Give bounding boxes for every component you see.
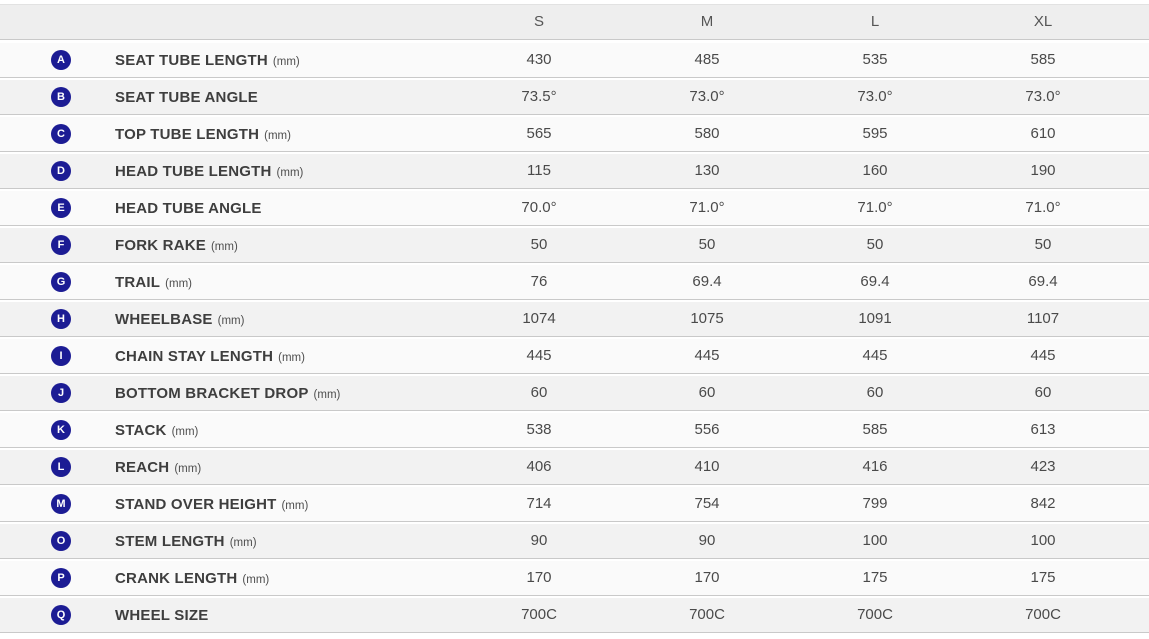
table-row	[0, 561, 1149, 596]
row-badge: L	[51, 457, 71, 477]
label-cell	[115, 533, 455, 550]
value-cell: 1075	[690, 310, 724, 327]
table-row	[0, 524, 1149, 559]
row-label: STACK	[115, 421, 167, 439]
value-cell: 538	[526, 421, 552, 438]
value-cell: 700C	[689, 606, 725, 623]
table-header-row	[0, 4, 1149, 40]
value-cell: 556	[694, 421, 720, 438]
value-cell: 799	[862, 495, 888, 512]
value-cell: 1074	[522, 310, 556, 327]
value-cell: 445	[526, 347, 552, 364]
row-unit: (mm)	[174, 462, 202, 475]
table-row	[0, 43, 1149, 78]
value-cell: 71.0°	[689, 199, 725, 216]
label-cell	[115, 422, 455, 439]
value-cell: 190	[1030, 162, 1056, 179]
row-label: HEAD TUBE LENGTH	[115, 162, 272, 180]
table-row	[0, 450, 1149, 485]
value-cell: 90	[530, 532, 548, 549]
row-label: BOTTOM BRACKET DROP	[115, 384, 309, 402]
table-row	[0, 191, 1149, 226]
row-label: STEM LENGTH	[115, 532, 225, 550]
value-cell: 700C	[857, 606, 893, 623]
value-cell: 445	[862, 347, 888, 364]
value-cell: 445	[1030, 347, 1056, 364]
table-row	[0, 154, 1149, 189]
value-cell: 175	[862, 569, 888, 586]
badge-cell	[0, 50, 115, 70]
badge-cell	[0, 309, 115, 329]
value-cell: 1091	[858, 310, 892, 327]
row-unit: (mm)	[276, 166, 304, 179]
table-row	[0, 598, 1149, 633]
badge-cell	[0, 494, 115, 514]
label-cell	[115, 348, 455, 365]
value-cell: 50	[866, 236, 884, 253]
table-row	[0, 80, 1149, 115]
row-badge: A	[51, 50, 71, 70]
label-cell	[115, 274, 455, 291]
value-cell: 71.0°	[1025, 199, 1061, 216]
row-badge: K	[51, 420, 71, 440]
row-badge: B	[51, 87, 71, 107]
row-badge: I	[51, 346, 71, 366]
badge-cell	[0, 531, 115, 551]
badge-cell	[0, 420, 115, 440]
badge-cell	[0, 605, 115, 625]
label-cell	[115, 459, 455, 476]
label-cell	[115, 237, 455, 254]
row-badge: H	[51, 309, 71, 329]
value-cell: 714	[526, 495, 552, 512]
value-cell: 69.4	[860, 273, 890, 290]
value-cell: 73.0°	[857, 88, 893, 105]
table-row	[0, 117, 1149, 152]
row-unit: (mm)	[242, 573, 270, 586]
value-cell: 73.5°	[521, 88, 557, 105]
badge-cell	[0, 568, 115, 588]
badge-cell	[0, 161, 115, 181]
row-unit: (mm)	[229, 536, 257, 549]
label-cell	[115, 311, 455, 328]
size-column-header: M	[700, 13, 714, 30]
size-column-header: XL	[1033, 13, 1053, 30]
value-cell: 73.0°	[1025, 88, 1061, 105]
badge-cell	[0, 235, 115, 255]
value-cell: 69.4	[1028, 273, 1058, 290]
value-cell: 170	[526, 569, 552, 586]
row-unit: (mm)	[281, 499, 309, 512]
value-cell: 90	[698, 532, 716, 549]
row-label: CRANK LENGTH	[115, 569, 238, 587]
row-badge: M	[51, 494, 71, 514]
table-body	[0, 43, 1149, 633]
row-label: STAND OVER HEIGHT	[115, 495, 277, 513]
value-cell: 70.0°	[521, 199, 557, 216]
row-label: CHAIN STAY LENGTH	[115, 347, 274, 365]
row-badge: C	[51, 124, 71, 144]
value-cell: 585	[1030, 51, 1056, 68]
value-cell: 175	[1030, 569, 1056, 586]
value-cell: 610	[1030, 125, 1056, 142]
label-cell	[115, 163, 455, 180]
value-cell: 445	[694, 347, 720, 364]
row-badge: J	[51, 383, 71, 403]
value-cell: 565	[526, 125, 552, 142]
value-cell: 842	[1030, 495, 1056, 512]
value-cell: 700C	[521, 606, 557, 623]
row-label: FORK RAKE	[115, 236, 206, 254]
size-column-header: S	[533, 13, 544, 30]
label-cell	[115, 89, 455, 106]
table-row	[0, 339, 1149, 374]
value-cell: 485	[694, 51, 720, 68]
value-cell: 700C	[1025, 606, 1061, 623]
value-cell: 754	[694, 495, 720, 512]
value-cell: 430	[526, 51, 552, 68]
badge-cell	[0, 87, 115, 107]
row-badge: Q	[51, 605, 71, 625]
badge-cell	[0, 383, 115, 403]
table-row	[0, 487, 1149, 522]
row-unit: (mm)	[264, 129, 291, 142]
value-cell: 115	[527, 162, 551, 179]
row-label: WHEEL SIZE	[115, 606, 209, 624]
size-column-header: L	[870, 13, 880, 30]
row-badge: P	[51, 568, 71, 588]
label-cell	[115, 126, 455, 143]
row-label: HEAD TUBE ANGLE	[115, 199, 262, 217]
geometry-table	[0, 4, 1149, 633]
table-row	[0, 376, 1149, 411]
value-cell: 170	[694, 569, 720, 586]
row-label: SEAT TUBE ANGLE	[115, 88, 259, 106]
row-badge: E	[51, 198, 71, 218]
value-cell: 60	[530, 384, 548, 401]
label-cell	[115, 200, 455, 217]
value-cell: 416	[862, 458, 888, 475]
row-unit: (mm)	[278, 351, 305, 364]
value-cell: 60	[866, 384, 884, 401]
row-unit: (mm)	[217, 314, 245, 327]
row-label: TRAIL	[115, 273, 161, 291]
row-unit: (mm)	[272, 55, 300, 68]
row-label: WHEELBASE	[115, 310, 213, 328]
value-cell: 580	[694, 125, 720, 142]
value-cell: 585	[862, 421, 888, 438]
value-cell: 69.4	[692, 273, 722, 290]
value-cell: 1107	[1026, 310, 1060, 327]
label-cell	[115, 52, 455, 69]
value-cell: 613	[1030, 421, 1056, 438]
table-row	[0, 265, 1149, 300]
badge-cell	[0, 198, 115, 218]
row-unit: (mm)	[165, 277, 192, 290]
value-cell: 100	[862, 532, 888, 549]
value-cell: 160	[862, 162, 888, 179]
row-badge: G	[51, 272, 71, 292]
value-cell: 535	[862, 51, 888, 68]
value-cell: 100	[1030, 532, 1056, 549]
row-badge: D	[51, 161, 71, 181]
row-unit: (mm)	[210, 240, 238, 253]
row-badge: O	[51, 531, 71, 551]
value-cell: 50	[1034, 236, 1052, 253]
row-unit: (mm)	[171, 425, 199, 438]
value-cell: 50	[698, 236, 716, 253]
table-row	[0, 413, 1149, 448]
value-cell: 73.0°	[689, 88, 725, 105]
value-cell: 410	[694, 458, 720, 475]
value-cell: 423	[1030, 458, 1056, 475]
badge-cell	[0, 124, 115, 144]
label-cell	[115, 570, 455, 587]
row-label: SEAT TUBE LENGTH	[115, 51, 268, 69]
value-cell: 60	[698, 384, 716, 401]
value-cell: 406	[526, 458, 552, 475]
value-cell: 50	[530, 236, 548, 253]
badge-cell	[0, 346, 115, 366]
label-cell	[115, 385, 455, 402]
value-cell: 76	[530, 273, 548, 290]
badge-cell	[0, 272, 115, 292]
value-cell: 71.0°	[857, 199, 893, 216]
row-unit: (mm)	[313, 388, 341, 401]
value-cell: 60	[1034, 384, 1052, 401]
value-cell: 595	[862, 125, 888, 142]
label-cell	[115, 607, 455, 624]
badge-cell	[0, 457, 115, 477]
label-cell	[115, 496, 455, 513]
row-label: REACH	[115, 458, 170, 476]
table-row	[0, 302, 1149, 337]
table-row	[0, 228, 1149, 263]
value-cell: 130	[694, 162, 720, 179]
row-badge: F	[51, 235, 71, 255]
row-label: TOP TUBE LENGTH	[115, 125, 260, 143]
